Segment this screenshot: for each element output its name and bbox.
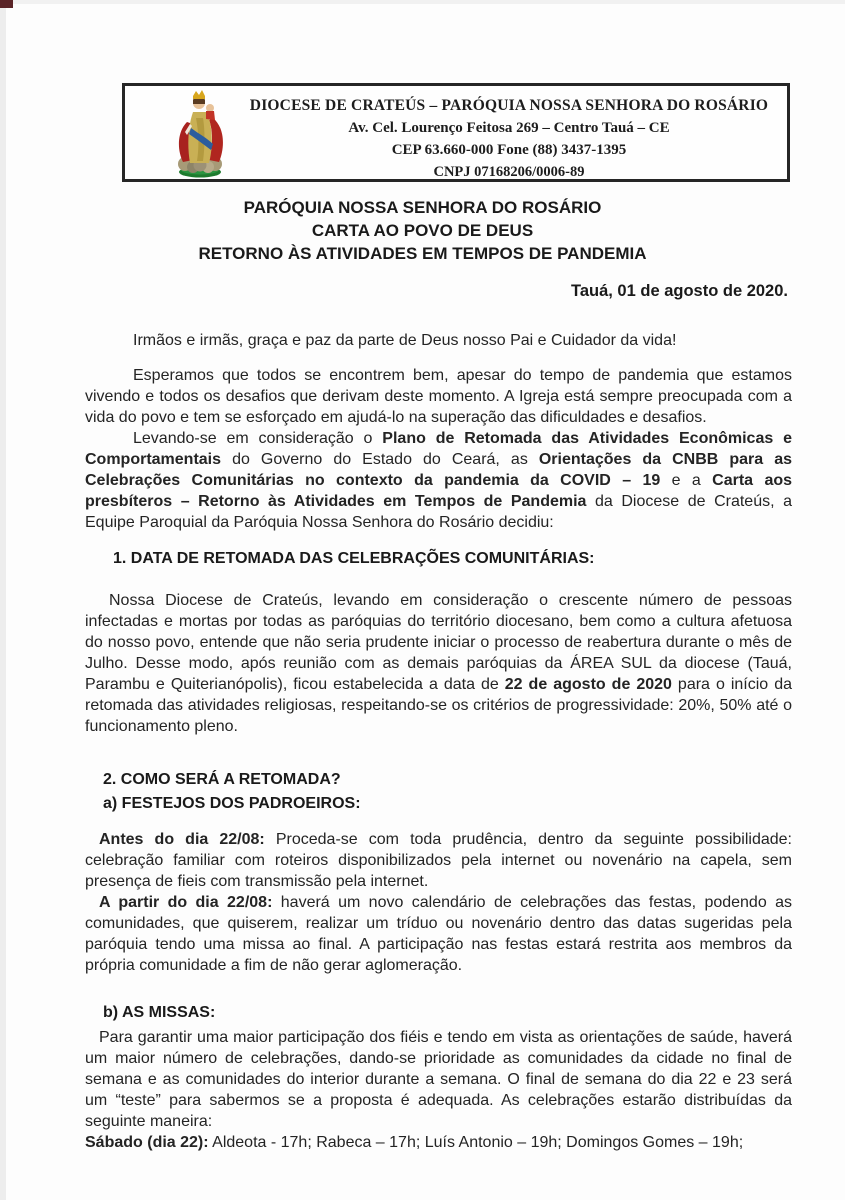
- photo-edge-left: [0, 0, 6, 1200]
- paragraph-apartir-2208: A partir do dia 22/08: haverá um novo calendário de celebrações das festas, podendo as comunidades, que quiserem, realizar um tríduo ou novenário dentro das datas sugeridas pela paróquia tendo uma missa ao final. A participação nas festas estará restrita aos membros da própria comunidade a fim de não gerar aglomeração.: [85, 894, 792, 974]
- paragraph-levando: Levando-se em consideração o Plano de Retomada das Atividades Econômicas e Comportamentais do Governo do Estado do Ceará, as Orientações da CNBB para as Celebrações Comunitárias no contexto da pandemia da COVID – 19 e a Carta aos presbíteros – Retorno às Atividades em Tempos de Pandemia da Diocese de Crateús, a Equipe Paroquial da Paróquia Nossa Senhora do Rosário decidiu:: [85, 430, 793, 531]
- paragraph-esperamos: Esperamos que todos se encontrem bem, apesar do tempo de pandemia que estamos vivendo e todos os desafios que derivam deste momento. A Igreja está sempre preocupada com a vida do povo e tem se esforçado em ajudá-lo na superação das dificuldades e desafios.: [85, 367, 792, 426]
- photo-edge-top: [0, 0, 845, 4]
- photo-corner-artifact: [0, 0, 13, 8]
- section-2b-heading: b) AS MISSAS:: [103, 1004, 216, 1021]
- section-2-heading: 2. COMO SERÁ A RETOMADA?: [103, 771, 341, 788]
- section-2a-heading: a) FESTEJOS DOS PADROEIROS:: [103, 795, 361, 812]
- paragraph-para-garantir: Para garantir uma maior participação dos fiéis e tendo em vista as orientações de saúde, haverá um maior número de celebrações, dando-se prioridade as comunidades da cidade no final de semana e as comunidades do interior durante a semana. O final de semana do dia 22 e 23 será um “teste” para sabermos se a proposta é adequada. As celebrações estarão distribuídas da seguinte maneira:: [85, 1029, 792, 1130]
- title-line-carta: CARTA AO POVO DE DEUS: [311, 221, 534, 240]
- title-line-parish: PARÓQUIA NOSSA SENHORA DO ROSÁRIO: [243, 198, 602, 217]
- letter-title-block: [0, 196, 845, 265]
- org-name: DIOCESE DE CRATEÚS – PARÓQUIA NOSSA SENHORA DO ROSÁRIO: [249, 97, 769, 114]
- org-address: Av. Cel. Lourenço Feitosa 269 – Centro Tauá – CE: [348, 120, 670, 136]
- section-1-heading: 1. DATA DE RETOMADA DAS CELEBRAÇÕES COMUNITÁRIAS:: [113, 550, 595, 567]
- org-cnpj: CNPJ 07168206/0006-89: [433, 164, 585, 180]
- letter-body: [85, 330, 792, 1153]
- letterhead-text: [237, 95, 781, 183]
- paragraph-antes-2208: Antes do dia 22/08: Proceda-se com toda prudência, dentro da seguinte possibilidade: celebração familiar com roteiros disponibilizados pela internet ou novenário na capela, sem presença de fieis com transmissão pela internet.: [85, 831, 793, 890]
- salutation-line: Irmãos e irmãs, graça e paz da parte de Deus nosso Pai e Cuidador da vida!: [133, 332, 677, 349]
- org-cep-phone: CEP 63.660-000 Fone (88) 3437-1395: [391, 142, 627, 158]
- dateline: Tauá, 01 de agosto de 2020.: [570, 282, 788, 300]
- our-lady-statue-icon: [163, 88, 237, 178]
- schedule-saturday-line: Sábado (dia 22): Aldeota - 17h; Rabeca – 17h; Luís Antonio – 19h; Domingos Gomes – 19h;: [85, 1134, 744, 1151]
- title-line-retorno: RETORNO ÀS ATIVIDADES EM TEMPOS DE PANDEMIA: [198, 244, 647, 263]
- paragraph-nossa-diocese: Nossa Diocese de Crateús, levando em consideração o crescente número de pessoas infectadas e mortas por todas as paróquias do território diocesano, bem como a cultura afetuosa do nosso povo, entende que não seria prudente iniciar o processo de reabertura durante o mês de Julho. Desse modo, após reunião com as demais paróquias da ÁREA SUL da diocese (Tauá, Parambu e Quiterianópolis), ficou estabelecida a data de 22 de agosto de 2020 para o início da retomada das atividades religiosas, respeitando-se os critérios de progressividade: 20%, 50% até o funcionamento pleno.: [85, 592, 792, 735]
- letterhead-box: [122, 83, 790, 182]
